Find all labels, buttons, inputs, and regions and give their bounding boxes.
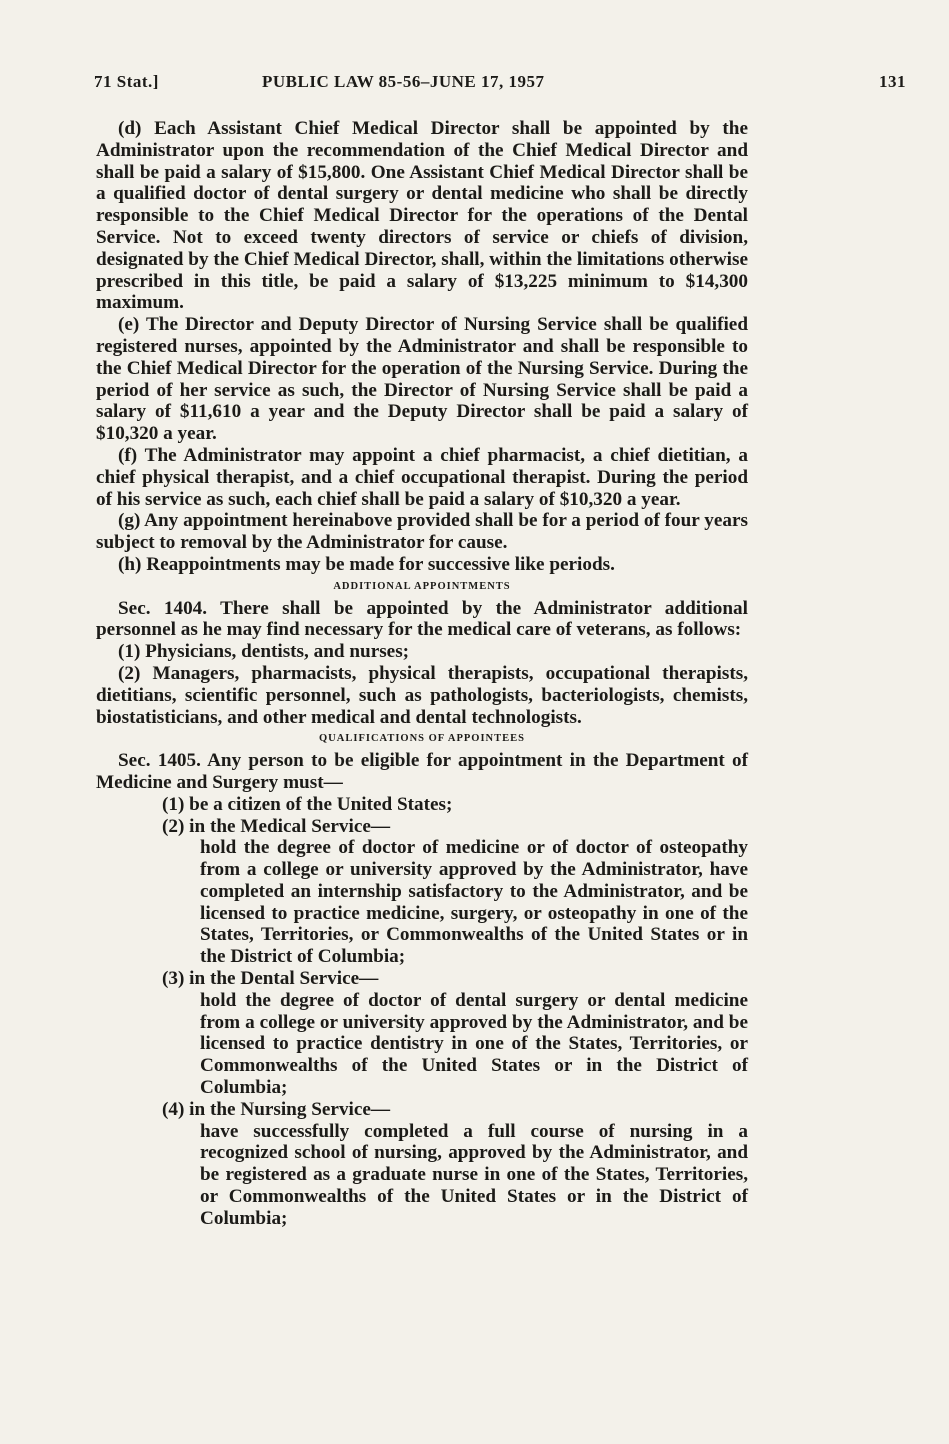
section-1405-item-4-label: (4) in the Nursing Service— [162,1098,391,1120]
section-1405-item-1: (1) be a citizen of the United States; [162,793,453,815]
paragraph-d: (d) Each Assistant Chief Medical Director shall be appointed by the Administrator upon the recommendation of the Chief Medical Director and shall be paid a salary of $15,800. One Assistant Chief Medical Director shall be a qualified doctor of dental surgery or dental medicine who shall be directly responsible to the Chief Medical Director for the operations of the Dental Service. Not to exceed twenty directors of service or chiefs of division, designated by the Chief Medical Director, shall, within the limitations otherwise prescribed in this title, be paid a salary of $13,225 minimum to $14,300 maximum. [96,118,748,314]
section-1405-item-2-text: hold the degree of doctor of medicine or of doctor of osteopathy from a college or university approved by the Administrator, have completed an internship satisfactory to the Administrator, and be licensed to practice medicine, surgery, or osteopathy in one of the States, Territories, or Commonwealths of the United States or in the District of Columbia; [200,837,748,968]
section-1405-item-2-label: (2) in the Medical Service— [162,815,391,837]
running-title: PUBLIC LAW 85-56–JUNE 17, 1957 [262,72,545,91]
paragraph-g: (g) Any appointment hereinabove provided shall be for a period of four years subject to removal by the Administrator for cause. [96,510,748,554]
section-1404: Sec. 1404. There shall be appointed by the Administrator additional personnel as he may find necessary for the medical care of veterans, as follows: [96,597,748,641]
page-header [94,72,906,100]
section-1404-item-1: (1) Physicians, dentists, and nurses; [118,641,410,663]
page-number: 131 [879,72,906,91]
paragraph-h: (h) Reappointments may be made for successive like periods. [118,553,615,575]
paragraph-f: (f) The Administrator may appoint a chief pharmacist, a chief dietitian, a chief physical therapist, and a chief occupational therapist. During the period of his service as such, each chief shall be paid a salary of $10,320 a year. [96,444,748,510]
document-body [96,118,748,1230]
section-1405-item-4-text: have successfully completed a full course of nursing in a recognized school of nursing, approved by the Administrator, and be registered as a graduate nurse in one of the States, Territories, or Commonwealths of the United States or in the District of Columbia; [200,1120,748,1229]
section-heading-additional: ADDITIONAL APPOINTMENTS [333,580,511,592]
section-1405-item-3-text: hold the degree of doctor of dental surgery or dental medicine from a college or university approved by the Administrator, and be licensed to practice dentistry in one of the States, Territories, or Commonwealths of the United States or in the District of Columbia; [200,989,748,1099]
section-1405-item-3-label: (3) in the Dental Service— [162,968,379,990]
paragraph-e: (e) The Director and Deputy Director of Nursing Service shall be qualified registered nurses, appointed by the Administrator and shall be responsible to the Chief Medical Director for the operation of the Nursing Service. During the period of her service as such, the Director of Nursing Service shall be paid a salary of $11,610 a year and the Deputy Director shall be paid a salary of $10,320 a year. [96,314,748,445]
section-1405: Sec. 1405. Any person to be eligible for appointment in the Department of Medicine and Surgery must— [96,750,748,793]
statute-reference: 71 Stat.] [94,72,159,91]
section-heading-qualifications: QUALIFICATIONS OF APPOINTEES [319,733,525,745]
section-1404-item-2: (2) Managers, pharmacists, physical therapists, occupational therapists, dietitians, scientific personnel, such as pathologists, bacteriologists, chemists, biostatisticians, and other medical and dental technologists. [96,662,748,728]
